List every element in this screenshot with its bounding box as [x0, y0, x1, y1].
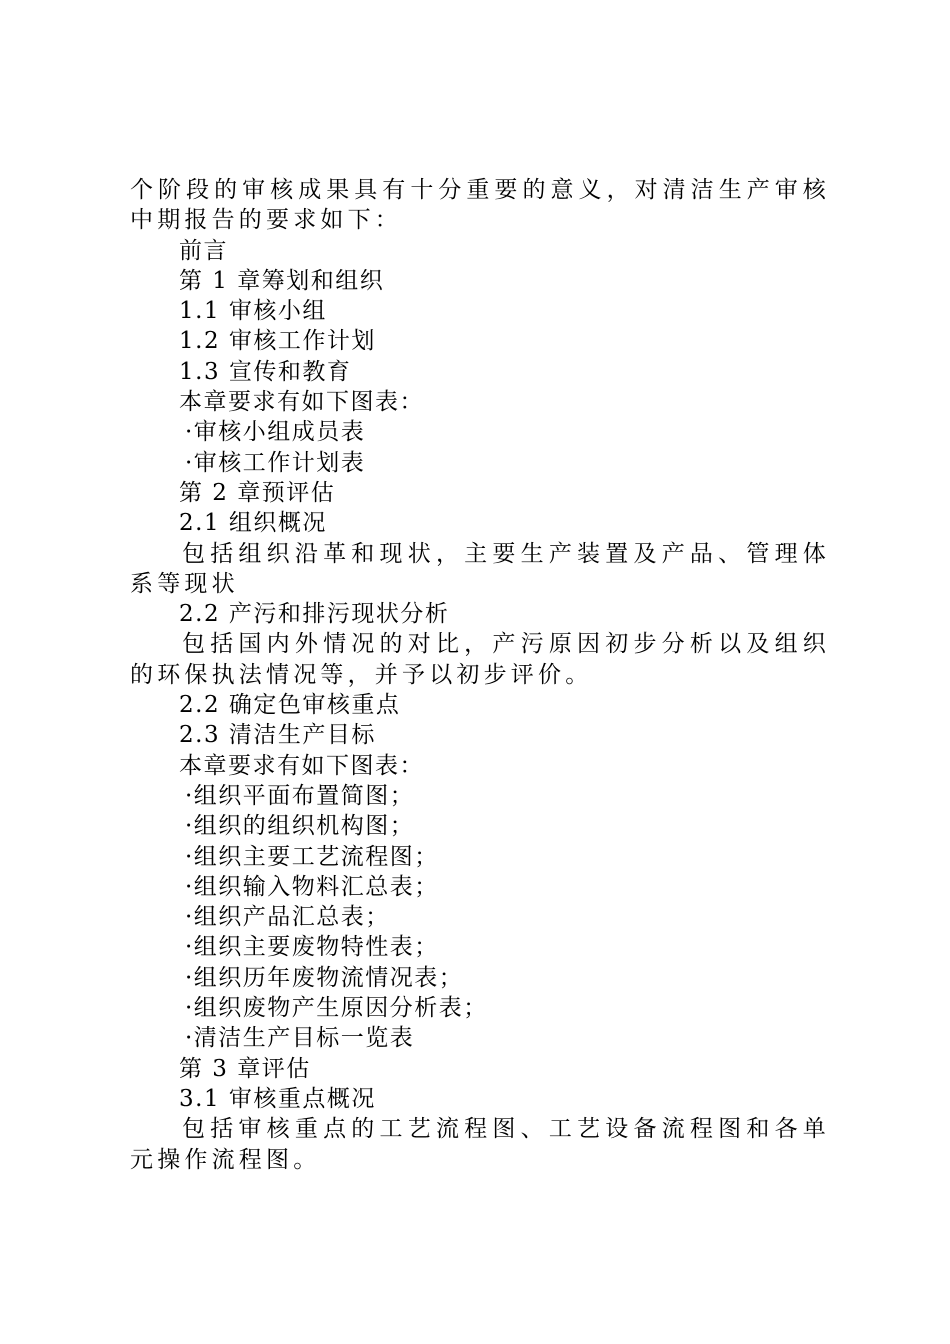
section-2-1-paragraph: 包括组织沿革和现状，主要生产装置及产品、管理体系等现状: [130, 540, 830, 597]
list-item: ·组织输入物料汇总表；: [185, 873, 439, 900]
list-item: ·审核工作计划表: [185, 449, 366, 476]
list-item: ·组织主要工艺流程图；: [185, 843, 439, 870]
chapter-1-figures-note: 本章要求有如下图表：: [179, 389, 424, 416]
section-2-1-heading: 2.1 组织概况: [179, 510, 327, 537]
chapter-1-heading: 第 1 章筹划和组织: [179, 267, 385, 294]
section-1-1-heading: 1.1 审核小组: [179, 298, 327, 325]
section-3-1-paragraph: 包括审核重点的工艺流程图、工艺设备流程图和各单元操作流程图。: [130, 1116, 830, 1173]
section-2-2b-heading: 2.2 确定色审核重点: [179, 692, 401, 719]
chapter-2-figures-note: 本章要求有如下图表：: [179, 752, 424, 779]
list-item: ·组织的组织机构图；: [185, 813, 415, 840]
section-heading-preface: 前言: [179, 237, 228, 264]
section-1-2-heading: 1.2 审核工作计划: [179, 328, 376, 355]
section-2-2-paragraph: 包括国内外情况的对比，产污原因初步分析以及组织的环保执法情况等，并予以初步评价。: [130, 631, 830, 688]
section-2-3-heading: 2.3 清洁生产目标: [179, 722, 376, 749]
chapter-2-heading: 第 2 章预评估: [179, 479, 336, 506]
intro-paragraph: 个阶段的审核成果具有十分重要的意义，对清洁生产审核中期报告的要求如下：: [130, 177, 830, 234]
section-2-2-heading: 2.2 产污和排污现状分析: [179, 601, 450, 628]
list-item: ·组织历年废物流情况表；: [185, 964, 464, 991]
list-item: ·组织废物产生原因分析表；: [185, 995, 488, 1022]
document-page: [130, 175, 830, 1175]
list-item: ·清洁生产目标一览表: [185, 1025, 415, 1052]
list-item: ·审核小组成员表: [185, 419, 366, 446]
chapter-3-heading: 第 3 章评估: [179, 1055, 311, 1082]
list-item: ·组织平面布置简图；: [185, 782, 415, 809]
list-item: ·组织产品汇总表；: [185, 904, 390, 931]
section-3-1-heading: 3.1 审核重点概况: [179, 1085, 376, 1112]
list-item: ·组织主要废物特性表；: [185, 934, 439, 961]
section-1-3-heading: 1.3 宣传和教育: [179, 358, 352, 385]
